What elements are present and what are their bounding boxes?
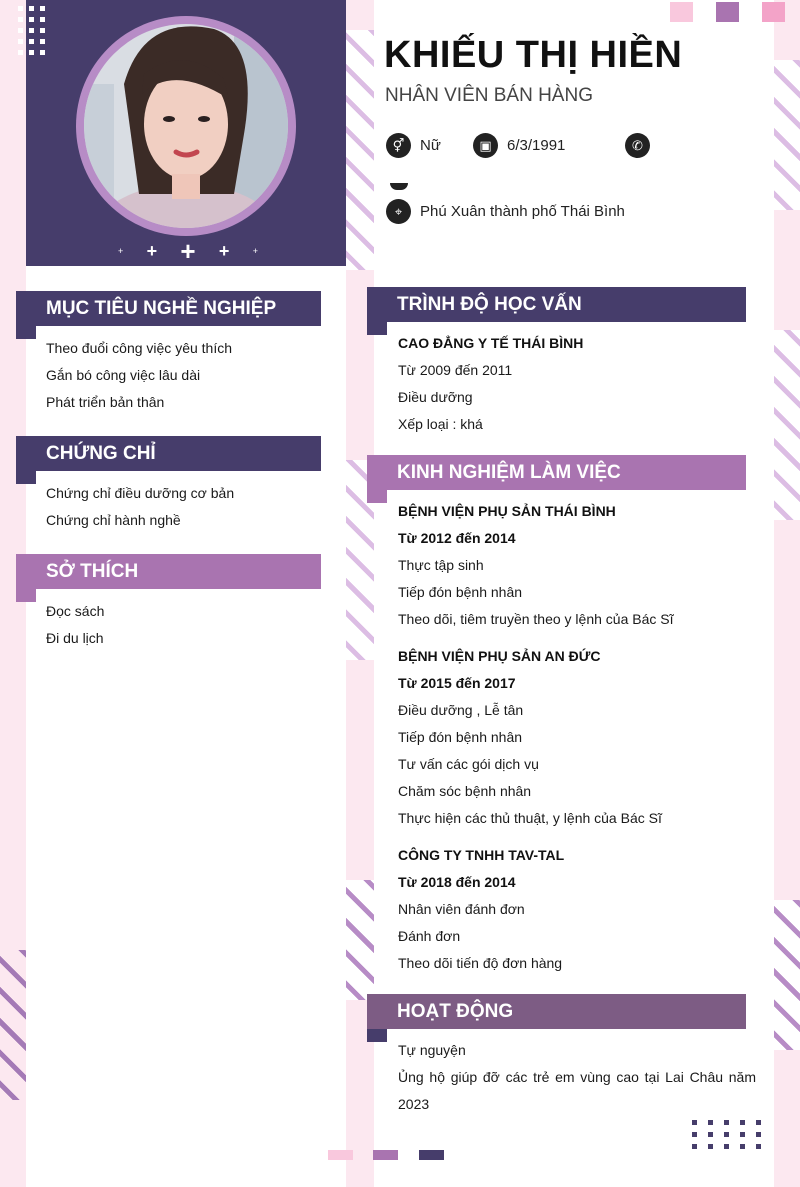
career-goal-item: Theo đuổi công việc yêu thích	[46, 340, 233, 356]
location-icon: ⌖	[386, 199, 411, 224]
calendar-icon: ▣	[473, 133, 498, 158]
deco-square-pink	[670, 2, 693, 22]
birthday-value: 6/3/1991	[507, 137, 566, 154]
right-stripes-bottom	[774, 900, 800, 1050]
job-duty: Thực hiện các thủ thuật, y lệnh của Bác Sĩ	[398, 810, 662, 826]
phone-icon: ✆	[625, 133, 650, 158]
center-stripes-top	[346, 30, 374, 270]
address-value: Phú Xuân thành phố Thái Bình	[420, 203, 625, 220]
deco-bottom-violet	[373, 1150, 398, 1160]
hobby-item: Đọc sách	[46, 603, 105, 619]
deco-bottom-navy	[419, 1150, 444, 1160]
birthday-info	[473, 133, 565, 158]
profile-photo-frame	[76, 16, 296, 236]
certificates-header	[16, 436, 321, 471]
hobbies-tab	[16, 588, 36, 602]
activities-title: HOẠT ĐỘNG	[397, 1000, 514, 1022]
right-stripes-top	[774, 60, 800, 210]
education-title: TRÌNH ĐỘ HỌC VẤN	[397, 293, 582, 315]
top-pink-bar	[374, 0, 774, 22]
education-grade: Xếp loại : khá	[398, 416, 483, 432]
activities-header	[367, 994, 746, 1029]
profile-photo	[84, 24, 288, 228]
education-header	[367, 287, 746, 322]
hobbies-header	[16, 554, 321, 589]
job-period: Từ 2012 đến 2014	[398, 530, 516, 546]
career-goal-item: Gắn bó công việc lâu dài	[46, 367, 201, 383]
phone-info	[625, 133, 659, 158]
experience-header	[367, 455, 746, 490]
address-info	[386, 199, 625, 224]
candidate-role: NHÂN VIÊN BÁN HÀNG	[385, 85, 593, 106]
job-duty: Tiếp đón bệnh nhân	[398, 584, 523, 600]
deco-square-pink-2	[762, 2, 785, 22]
deco-square-violet	[716, 2, 739, 22]
gender-value: Nữ	[420, 137, 441, 154]
dot-grid-bottom-right	[692, 1120, 761, 1149]
experience-tab	[367, 489, 387, 503]
hobbies-title: SỞ THÍCH	[46, 560, 139, 582]
career-goal-tab	[16, 325, 36, 339]
job-company: BỆNH VIỆN PHỤ SẢN AN ĐỨC	[398, 648, 601, 664]
activity-item: Tự nguyện	[398, 1042, 466, 1058]
job-company: CÔNG TY TNHH TAV-TAL	[398, 847, 565, 863]
activities-tab	[367, 1028, 387, 1042]
left-stripes-bottom	[0, 950, 26, 1100]
education-tab	[367, 321, 387, 335]
experience-title: KINH NGHIỆM LÀM VIỆC	[397, 461, 621, 483]
job-duty: Theo dõi, tiêm truyền theo y lệnh của Bác Sĩ	[398, 611, 674, 627]
education-school: CAO ĐẲNG Y TẾ THÁI BÌNH	[398, 335, 584, 351]
job-duty: Nhân viên đánh đơn	[398, 901, 525, 917]
career-goal-item: Phát triển bản thân	[46, 394, 165, 410]
candidate-name: KHIẾU THỊ HIỀN	[384, 34, 683, 76]
right-stripes-mid	[774, 330, 800, 520]
certificates-tab	[16, 470, 36, 484]
career-goal-title: MỤC TIÊU NGHỀ NGHIỆP	[46, 297, 277, 319]
job-company: BỆNH VIỆN PHỤ SẢN THÁI BÌNH	[398, 503, 616, 519]
center-stripes-bottom	[346, 880, 374, 1000]
dot-grid-top-left	[18, 6, 45, 55]
certificates-title: CHỨNG CHỈ	[46, 442, 156, 464]
hobby-item: Đi du lịch	[46, 630, 104, 646]
gender-info	[386, 133, 441, 158]
education-period: Từ 2009 đến 2011	[398, 362, 513, 378]
job-duty: Tư vấn các gói dịch vụ	[398, 756, 539, 772]
deco-bottom-pink	[328, 1150, 353, 1160]
job-duty: Đánh đơn	[398, 928, 461, 944]
education-major: Điều dưỡng	[398, 389, 473, 405]
job-period: Từ 2015 đến 2017	[398, 675, 516, 691]
certificate-item: Chứng chỉ điều dưỡng cơ bản	[46, 485, 235, 501]
job-period: Từ 2018 đến 2014	[398, 874, 516, 890]
job-duty: Theo dõi tiến độ đơn hàng	[398, 955, 563, 971]
sparkle-decoration: + + + + +	[118, 235, 258, 266]
job-duty: Thực tập sinh	[398, 557, 484, 573]
certificate-item: Chứng chỉ hành nghề	[46, 512, 181, 528]
career-goal-header	[16, 291, 321, 326]
email-icon-partial	[390, 183, 408, 190]
gender-icon: ⚥	[386, 133, 411, 158]
job-duty: Điều dưỡng , Lễ tân	[398, 702, 524, 718]
activity-item: Ủng hộ giúp đỡ các trẻ em vùng cao tại Lai Châu năm 2023	[398, 1069, 756, 1112]
job-duty: Chăm sóc bệnh nhân	[398, 783, 532, 799]
job-duty: Tiếp đón bệnh nhân	[398, 729, 523, 745]
